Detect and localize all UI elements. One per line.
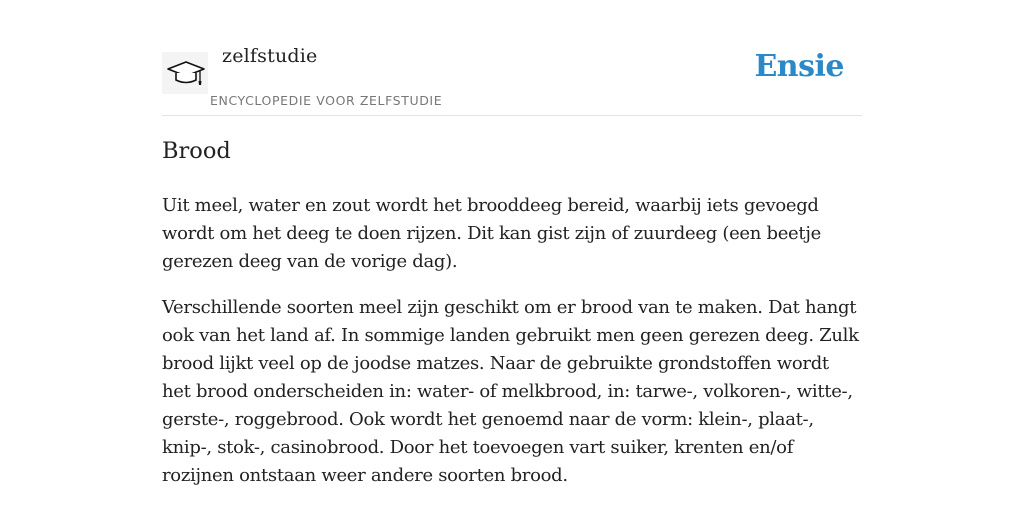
article-body: [162, 192, 862, 508]
site-tagline: ENCYCLOPEDIE VOOR ZELFSTUDIE: [210, 93, 443, 108]
article-title: Brood: [162, 138, 231, 164]
graduation-cap-icon: [162, 52, 208, 94]
page: [162, 0, 862, 512]
article-paragraph: Verschillende soorten meel zijn geschikt om er brood van te maken. Dat hangt ook van het land af. In sommige landen gebruikt men geen gerezen deeg. Zulk brood lijkt veel op de joodse matzes. Naar de gebruikte grondstoffen wordt het brood onderscheiden in: water- of melkbrood, in: tarwe-, volkoren-, witte-, gerste-, roggebrood. Ook wordt het genoemd naar de vorm: klein-, plaat-, knip-, stok-, casinobrood. Door het toevoegen vart suiker, krenten en/of rozijnen ontstaan weer andere soorten brood.: [162, 297, 859, 486]
site-header: [162, 0, 862, 116]
article-paragraph: Uit meel, water en zout wordt het brooddeeg bereid, waarbij iets gevoegd wordt om het deeg te doen rijzen. Dit kan gist zijn of zuurdeeg (een beetje gerezen deeg van de vorige dag).: [162, 195, 821, 272]
site-name[interactable]: zelfstudie: [222, 45, 318, 67]
site-logo[interactable]: [162, 52, 208, 94]
brand-logo[interactable]: Ensie: [754, 49, 844, 84]
